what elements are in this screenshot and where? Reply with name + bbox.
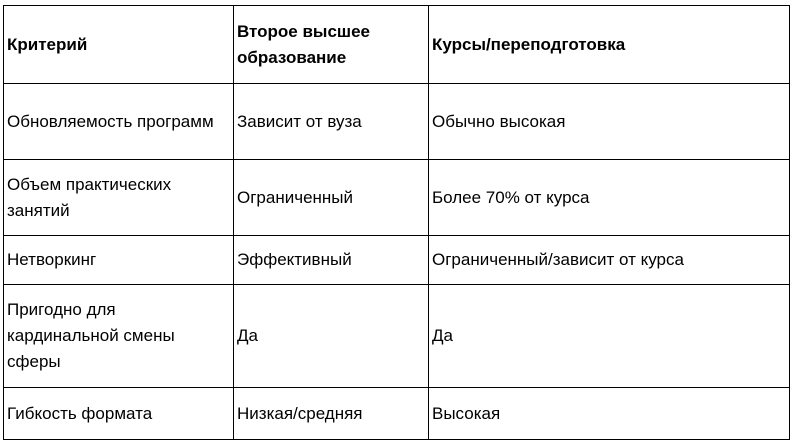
courses-cell: Обычно высокая (429, 84, 790, 160)
table-row (4, 236, 790, 285)
courses-cell: Ограниченный/зависит от курса (429, 236, 790, 285)
table-row (4, 160, 790, 236)
second-degree-cell: Да (234, 285, 429, 388)
header-second-degree: Второе высшее образование (234, 6, 429, 84)
courses-cell: Высокая (429, 388, 790, 440)
comparison-table (3, 5, 790, 440)
criterion-cell: Нетворкинг (4, 236, 234, 285)
criterion-cell: Гибкость формата (4, 388, 234, 440)
criterion-cell: Пригодно для кардинальной смены сферы (4, 285, 234, 388)
header-criterion: Критерий (4, 6, 234, 84)
table-header-row (4, 6, 790, 84)
second-degree-cell: Ограниченный (234, 160, 429, 236)
table-row (4, 285, 790, 388)
second-degree-cell: Эффективный (234, 236, 429, 285)
table-row (4, 388, 790, 440)
header-courses: Курсы/переподготовка (429, 6, 790, 84)
criterion-cell: Обновляемость программ (4, 84, 234, 160)
criterion-cell: Объем практических занятий (4, 160, 234, 236)
courses-cell: Более 70% от курса (429, 160, 790, 236)
second-degree-cell: Зависит от вуза (234, 84, 429, 160)
courses-cell: Да (429, 285, 790, 388)
second-degree-cell: Низкая/средняя (234, 388, 429, 440)
table-row (4, 84, 790, 160)
